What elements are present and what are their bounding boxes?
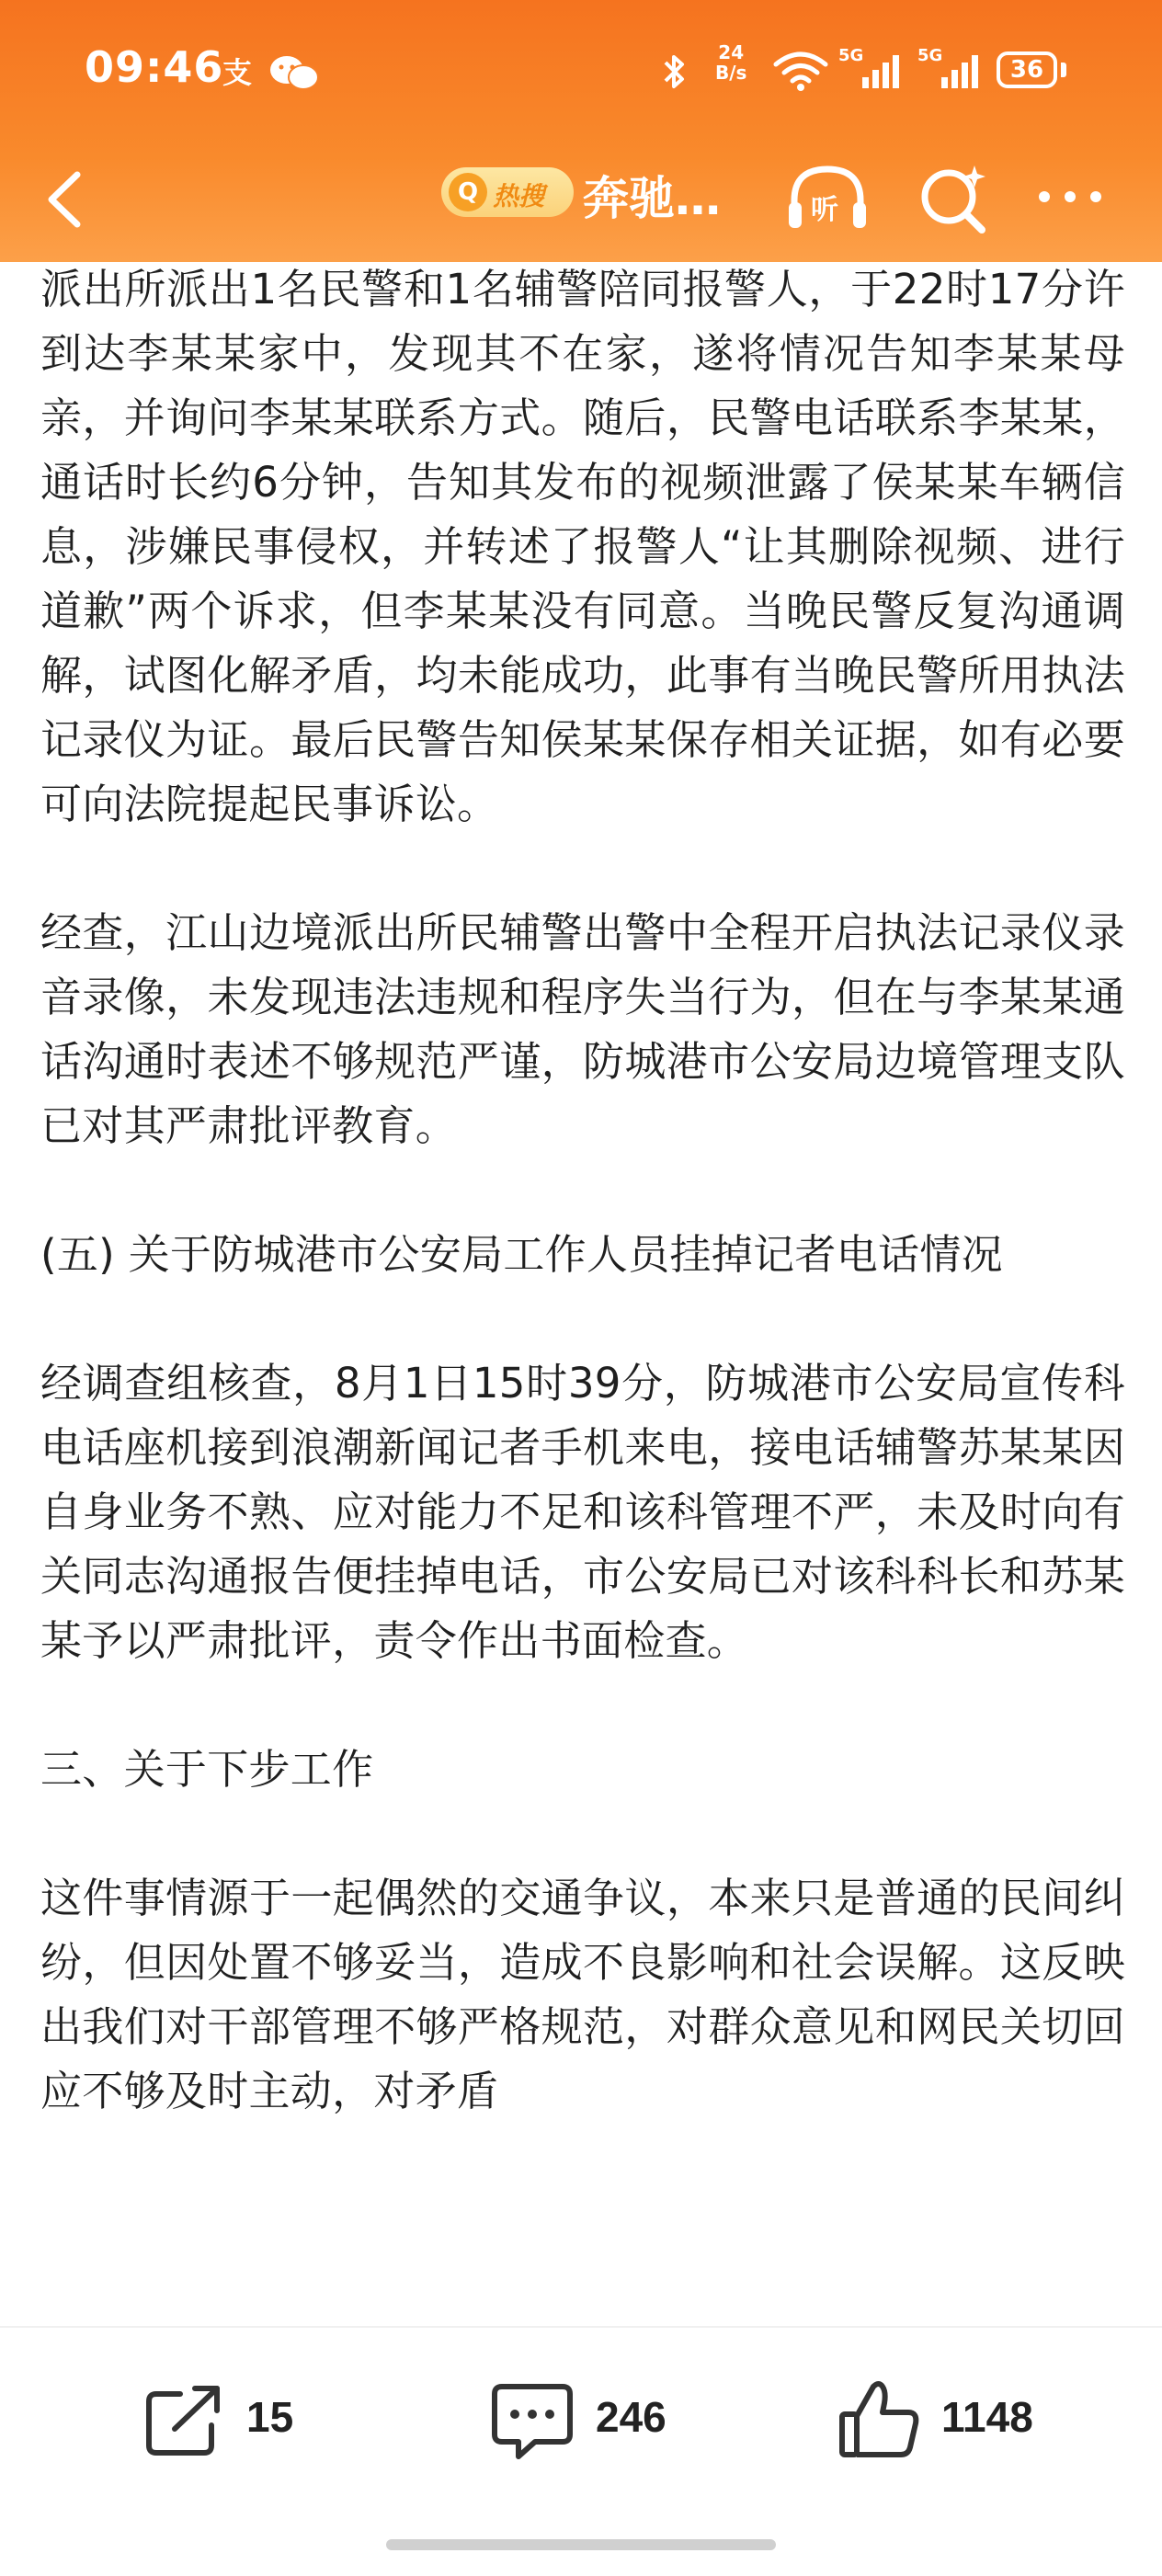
topic-title[interactable]: 奔驰… <box>583 172 721 225</box>
more-options-icon[interactable] <box>1033 177 1107 217</box>
article-paragraph: 经调查组核查，8月1日15时39分，防城港市公安局宣传科电话座机接到浪潮新闻记者手机来电，接电话辅警苏某某因自身业务不熟、应对能力不足和该科管理不严，未及时向有关同志沟通报告便挂掉电话，市公安局已对该科科长和苏某某予以严肃批评，责令作出书面检查。 <box>40 1359 1125 1665</box>
like-button[interactable] <box>837 2376 1076 2468</box>
battery-tip <box>1061 63 1066 77</box>
bluetooth-icon <box>658 51 691 92</box>
wifi-icon <box>772 50 829 92</box>
headphones-icon[interactable] <box>783 160 872 237</box>
share-icon <box>143 2381 226 2458</box>
article-paragraph: 派出所派出1名民警和1名辅警陪同报警人，于22时17分许到达李某某家中，发现其不在家，遂将情况告知李某某母亲，并询问李某某联系方式。随后，民警电话联系李某某，通话时长约6分钟，告知其发布的视频泄露了侯某某车辆信息，涉嫌民事侵权，并转述了报警人“让其删除视频、进行道歉”两个诉求，但李某某没有同意。当晚民警反复沟通调解，试图化解矛盾，均未能成功，此事有当晚民警所用执法记录仪为证。最后民警告知侯某某保存相关证据，如有必要可向法院提起民事诉讼。 <box>40 267 1125 828</box>
article-body[interactable] <box>40 267 1125 2326</box>
comment-button[interactable] <box>489 2376 710 2468</box>
hot-search-label: 热搜 <box>493 181 545 211</box>
section-heading: (五) 关于防城港市公安局工作人员挂掉记者电话情况 <box>40 1230 1003 1279</box>
section-heading: 三、关于下步工作 <box>40 1745 374 1794</box>
hot-search-badge[interactable] <box>441 167 574 217</box>
header <box>0 0 1162 262</box>
battery-icon: 36 <box>997 51 1057 88</box>
svg-text:支: 支 <box>222 55 253 88</box>
share-button[interactable] <box>143 2376 327 2468</box>
action-bar <box>0 2326 1162 2576</box>
nav-bar <box>0 147 1162 248</box>
comment-count: 246 <box>596 2393 666 2441</box>
signal-label-2: 5G <box>917 46 943 65</box>
article-paragraph: 这件事情源于一起偶然的交通争议，本来只是普通的民间纠纷，但因处置不够妥当，造成不良影响和社会误解。这反映出我们对干部管理不够严格规范，对群众意见和网民关切回应不够及时主动，对矛盾 <box>40 1874 1125 2115</box>
status-time: 09:46 <box>85 42 224 92</box>
search-icon[interactable] <box>916 160 993 237</box>
article-paragraph: 经查，江山边境派出所民辅警出警中全程开启执法记录仪录音录像，未发现违法违规和程序失当行为，但在与李某某通话沟通时表述不够规范严谨，防城港市公安局边境管理支队已对其严肃批评教育。 <box>40 908 1125 1150</box>
comment-icon <box>489 2379 575 2464</box>
alipay-icon <box>221 55 257 88</box>
network-speed: 24 B/s <box>715 41 747 84</box>
thumbs-up-icon <box>837 2377 921 2462</box>
status-bar <box>0 35 1162 108</box>
signal-icon-1 <box>849 51 908 90</box>
signal-icon-2 <box>928 51 987 90</box>
like-count: 1148 <box>941 2393 1033 2441</box>
share-count: 15 <box>246 2393 294 2441</box>
wechat-icon <box>268 53 320 92</box>
content-fade <box>0 2243 1162 2326</box>
back-arrow-icon[interactable] <box>40 167 96 232</box>
hot-search-icon: Q <box>449 173 487 211</box>
home-indicator[interactable] <box>386 2539 776 2550</box>
signal-label-1: 5G <box>838 46 864 65</box>
svg-text:听: 听 <box>811 194 838 226</box>
